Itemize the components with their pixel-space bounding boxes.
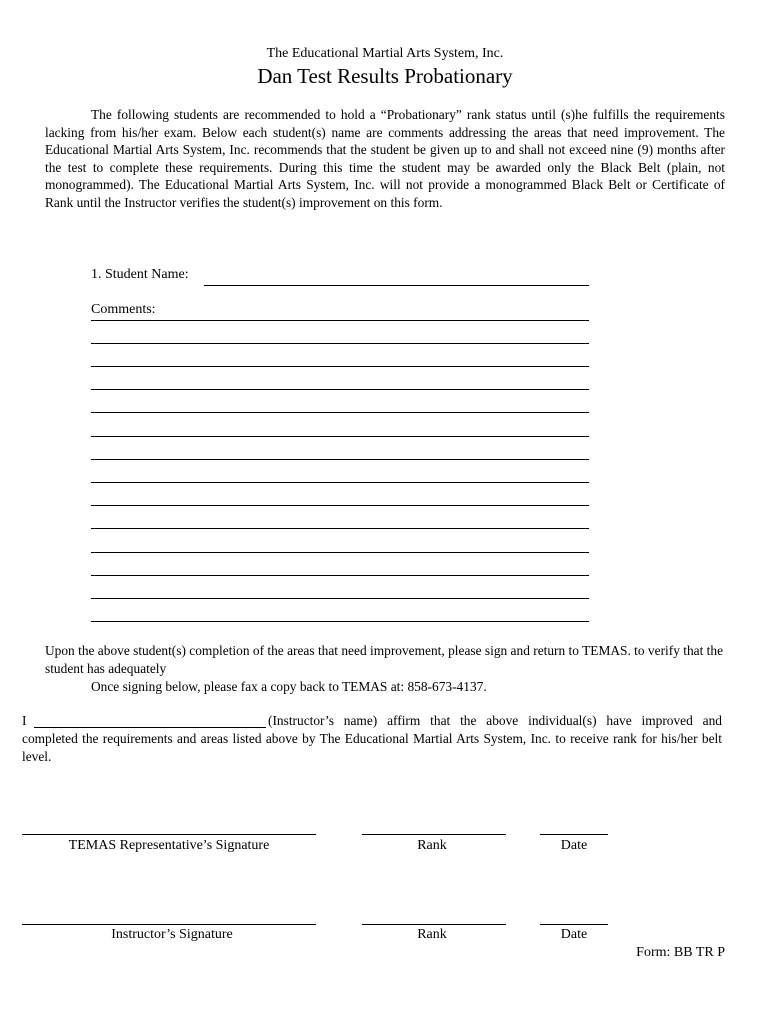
comment-line[interactable] [91,528,589,529]
comment-line[interactable] [91,412,589,413]
affirm-prefix: I [22,713,27,728]
comments-label: Comments: [91,302,156,317]
comment-line[interactable] [91,505,589,506]
comment-line[interactable] [91,389,589,390]
comment-line[interactable] [91,482,589,483]
comment-line[interactable] [91,552,589,553]
comment-line[interactable] [91,436,589,437]
temas-signature-line[interactable] [22,834,316,835]
form-id: Form: BB TR P [636,945,725,960]
date-label: Date [560,927,588,942]
temas-rank-line[interactable] [362,834,506,835]
completion-instructions: Upon the above student(s) completion of the areas that need improvement, please sign and return to TEMAS. to verify that the student has adequately [45,643,724,676]
date-label: Date [560,838,588,853]
temas-signature-label: TEMAS Representative’s Signature [68,838,270,853]
intro-paragraph: The following students are recommended to hold a “Probationary” rank status until (s)he fulfills the requirements lacking from his/her exam. Below each student(s) name are comments addressing the areas that need improvement. The Educational Martial Arts System, Inc. recommends that the student be given up to and shall not exceed nine (9) months after the test to complete these requirements. During this time the student may be awarded only the Black Belt (plain, not monogrammed). The Educational Martial Arts System, Inc. will not provide a monogrammed Black Belt or Certificate of Rank until the Instructor verifies the student(s) improvement on this form. [45,107,725,210]
instructor-rank-line[interactable] [362,924,506,925]
rank-label: Rank [417,927,447,942]
temas-date-line[interactable] [540,834,608,835]
comment-line[interactable] [91,343,589,344]
rank-label: Rank [417,838,447,853]
comment-line[interactable] [91,459,589,460]
comment-line[interactable] [91,621,589,622]
instructor-signature-line[interactable] [22,924,316,925]
page-title: Dan Test Results Probationary [257,64,513,88]
comment-line[interactable] [91,320,589,321]
comment-line[interactable] [91,575,589,576]
organization-name: The Educational Martial Arts System, Inc. [266,46,504,61]
student-name-label: 1. Student Name: [91,267,189,282]
comment-line[interactable] [91,366,589,367]
affirmation-text: (Instructor’s name) affirm that the above individual(s) have improved and completed the requirements and areas listed above by The Educational Martial Arts System, Inc. to receive rank for his/her belt level. [22,713,722,764]
student-name-field[interactable] [204,285,589,286]
fax-instructions: Once signing below, please fax a copy back to TEMAS at: 858-673-4137. [91,679,487,694]
instructor-date-line[interactable] [540,924,608,925]
instructor-signature-label: Instructor’s Signature [111,927,233,942]
comment-line[interactable] [91,598,589,599]
